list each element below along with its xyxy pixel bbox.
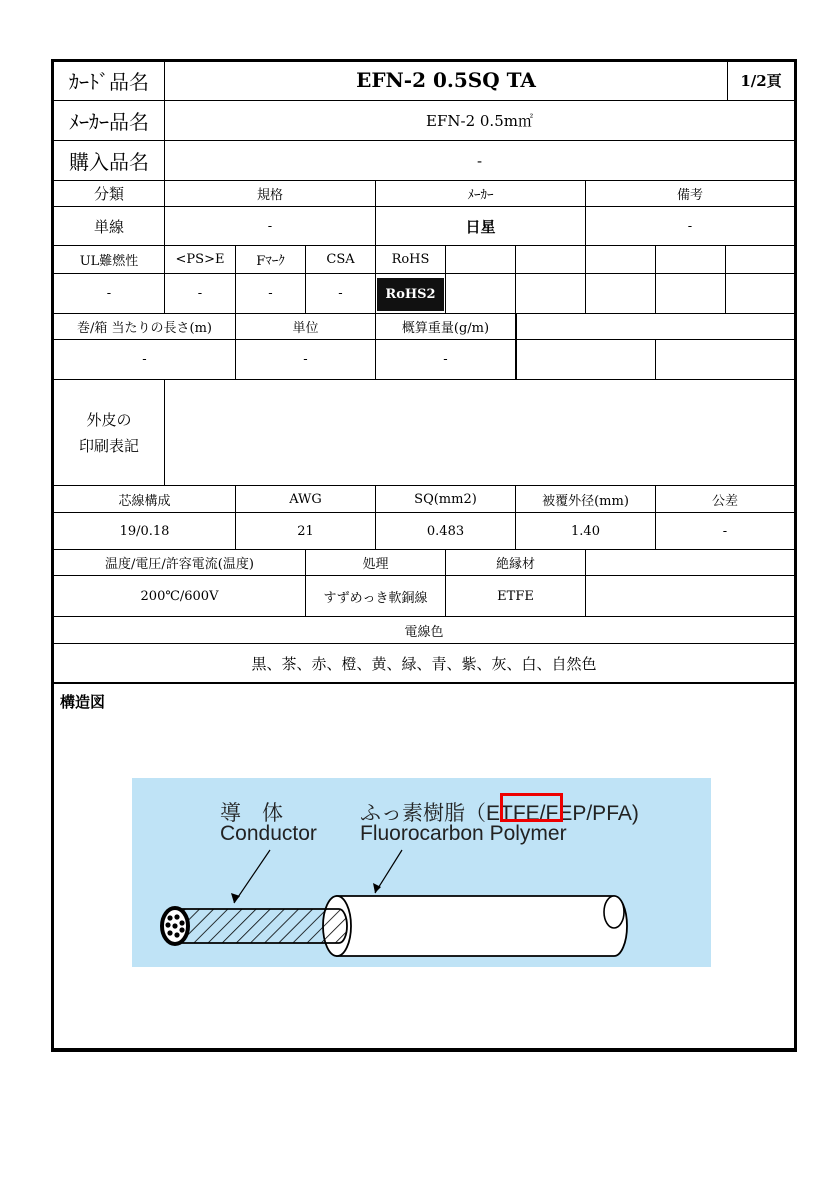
print-label-line1: 外皮の xyxy=(86,410,132,429)
f-mark-header: Fﾏｰｸ xyxy=(256,254,285,269)
rating-header: 温度/電圧/許容電流(温度) xyxy=(105,557,254,572)
purchase-name-label: 購入品名 xyxy=(69,150,149,174)
wire-color-value: 黒、茶、赤、橙、黄、緑、青、紫、灰、白、自然色 xyxy=(251,654,597,673)
stranding-header: 芯線構成 xyxy=(118,493,171,509)
insulation-value: ETFE xyxy=(497,588,534,604)
remarks-value: - xyxy=(687,218,693,234)
maker-name-label: ﾒｰｶｰ品名 xyxy=(69,110,149,134)
unit-value: - xyxy=(303,352,308,367)
pse-header: <PS>E xyxy=(175,252,225,267)
rohs-header: RoHS xyxy=(391,252,430,267)
treatment-value: すずめっき軟銅線 xyxy=(323,590,428,606)
conductor-label-jp: 導 体 xyxy=(220,802,283,825)
f-mark-value: - xyxy=(268,286,273,301)
insulation-label-en: Fluorocarbon Polymer xyxy=(360,822,567,845)
page-number: 1/2頁 xyxy=(740,71,782,90)
standard-value: - xyxy=(267,218,273,234)
classification-header: 分類 xyxy=(93,185,124,203)
print-label xyxy=(54,380,164,485)
length-header: 巻/箱 当たりの長さ(m) xyxy=(77,321,212,336)
card-name-label: ｶｰﾄﾞ品名 xyxy=(69,69,149,94)
classification-value: 単線 xyxy=(93,217,124,236)
insulation-highlight: ETFE xyxy=(486,802,540,825)
maker-name-value: EFN-2 0.5m㎡ xyxy=(426,112,533,130)
card-name-value: EFN-2 0.5SQ TA xyxy=(356,68,536,92)
print-label-line2: 印刷表記 xyxy=(78,436,139,455)
structure-title: 構造図 xyxy=(60,692,106,711)
rohs2-badge: RoHS2 xyxy=(377,278,444,311)
wire-color-header: 電線色 xyxy=(404,624,444,640)
conductor-body xyxy=(175,909,347,943)
insulation-prefix: ふっ素樹脂（ xyxy=(360,802,486,825)
insulation-suffix: /FEP/PFA) xyxy=(539,802,639,825)
sq-value: 0.483 xyxy=(426,523,465,539)
tolerance-value: - xyxy=(722,523,728,539)
conductor-pointer xyxy=(234,850,270,903)
weight-header: 概算重量(g/m) xyxy=(401,321,490,336)
stranding-value: 19/0.18 xyxy=(119,523,170,539)
conductor-label-en: Conductor xyxy=(220,822,317,845)
csa-header: CSA xyxy=(326,252,355,267)
outer-diameter-value: 1.40 xyxy=(571,523,600,539)
insulation-body xyxy=(337,896,627,956)
awg-header: AWG xyxy=(289,491,322,507)
awg-value: 21 xyxy=(297,523,314,539)
outer-diameter-header: 被覆外径(mm) xyxy=(542,493,629,509)
cable-drawing xyxy=(132,778,711,967)
tolerance-header: 公差 xyxy=(711,493,738,509)
maker-header: ﾒｰｶｰ xyxy=(467,188,494,203)
pse-value: - xyxy=(197,286,203,301)
standard-header: 規格 xyxy=(256,188,283,203)
unit-header: 単位 xyxy=(292,321,319,336)
treatment-header: 処理 xyxy=(362,557,389,572)
ul-header: UL難燃性 xyxy=(79,254,139,269)
weight-value: - xyxy=(443,352,448,367)
sq-header: SQ(mm2) xyxy=(414,491,477,507)
purchase-name-value: - xyxy=(476,151,483,170)
ul-value: - xyxy=(106,286,112,301)
remarks-header: 備考 xyxy=(676,188,703,203)
rating-value: 200℃/600V xyxy=(140,588,219,604)
insulation-header: 絶縁材 xyxy=(495,557,535,572)
csa-value: - xyxy=(338,286,343,301)
maker-value: 日星 xyxy=(465,217,496,236)
length-value: - xyxy=(142,352,147,367)
